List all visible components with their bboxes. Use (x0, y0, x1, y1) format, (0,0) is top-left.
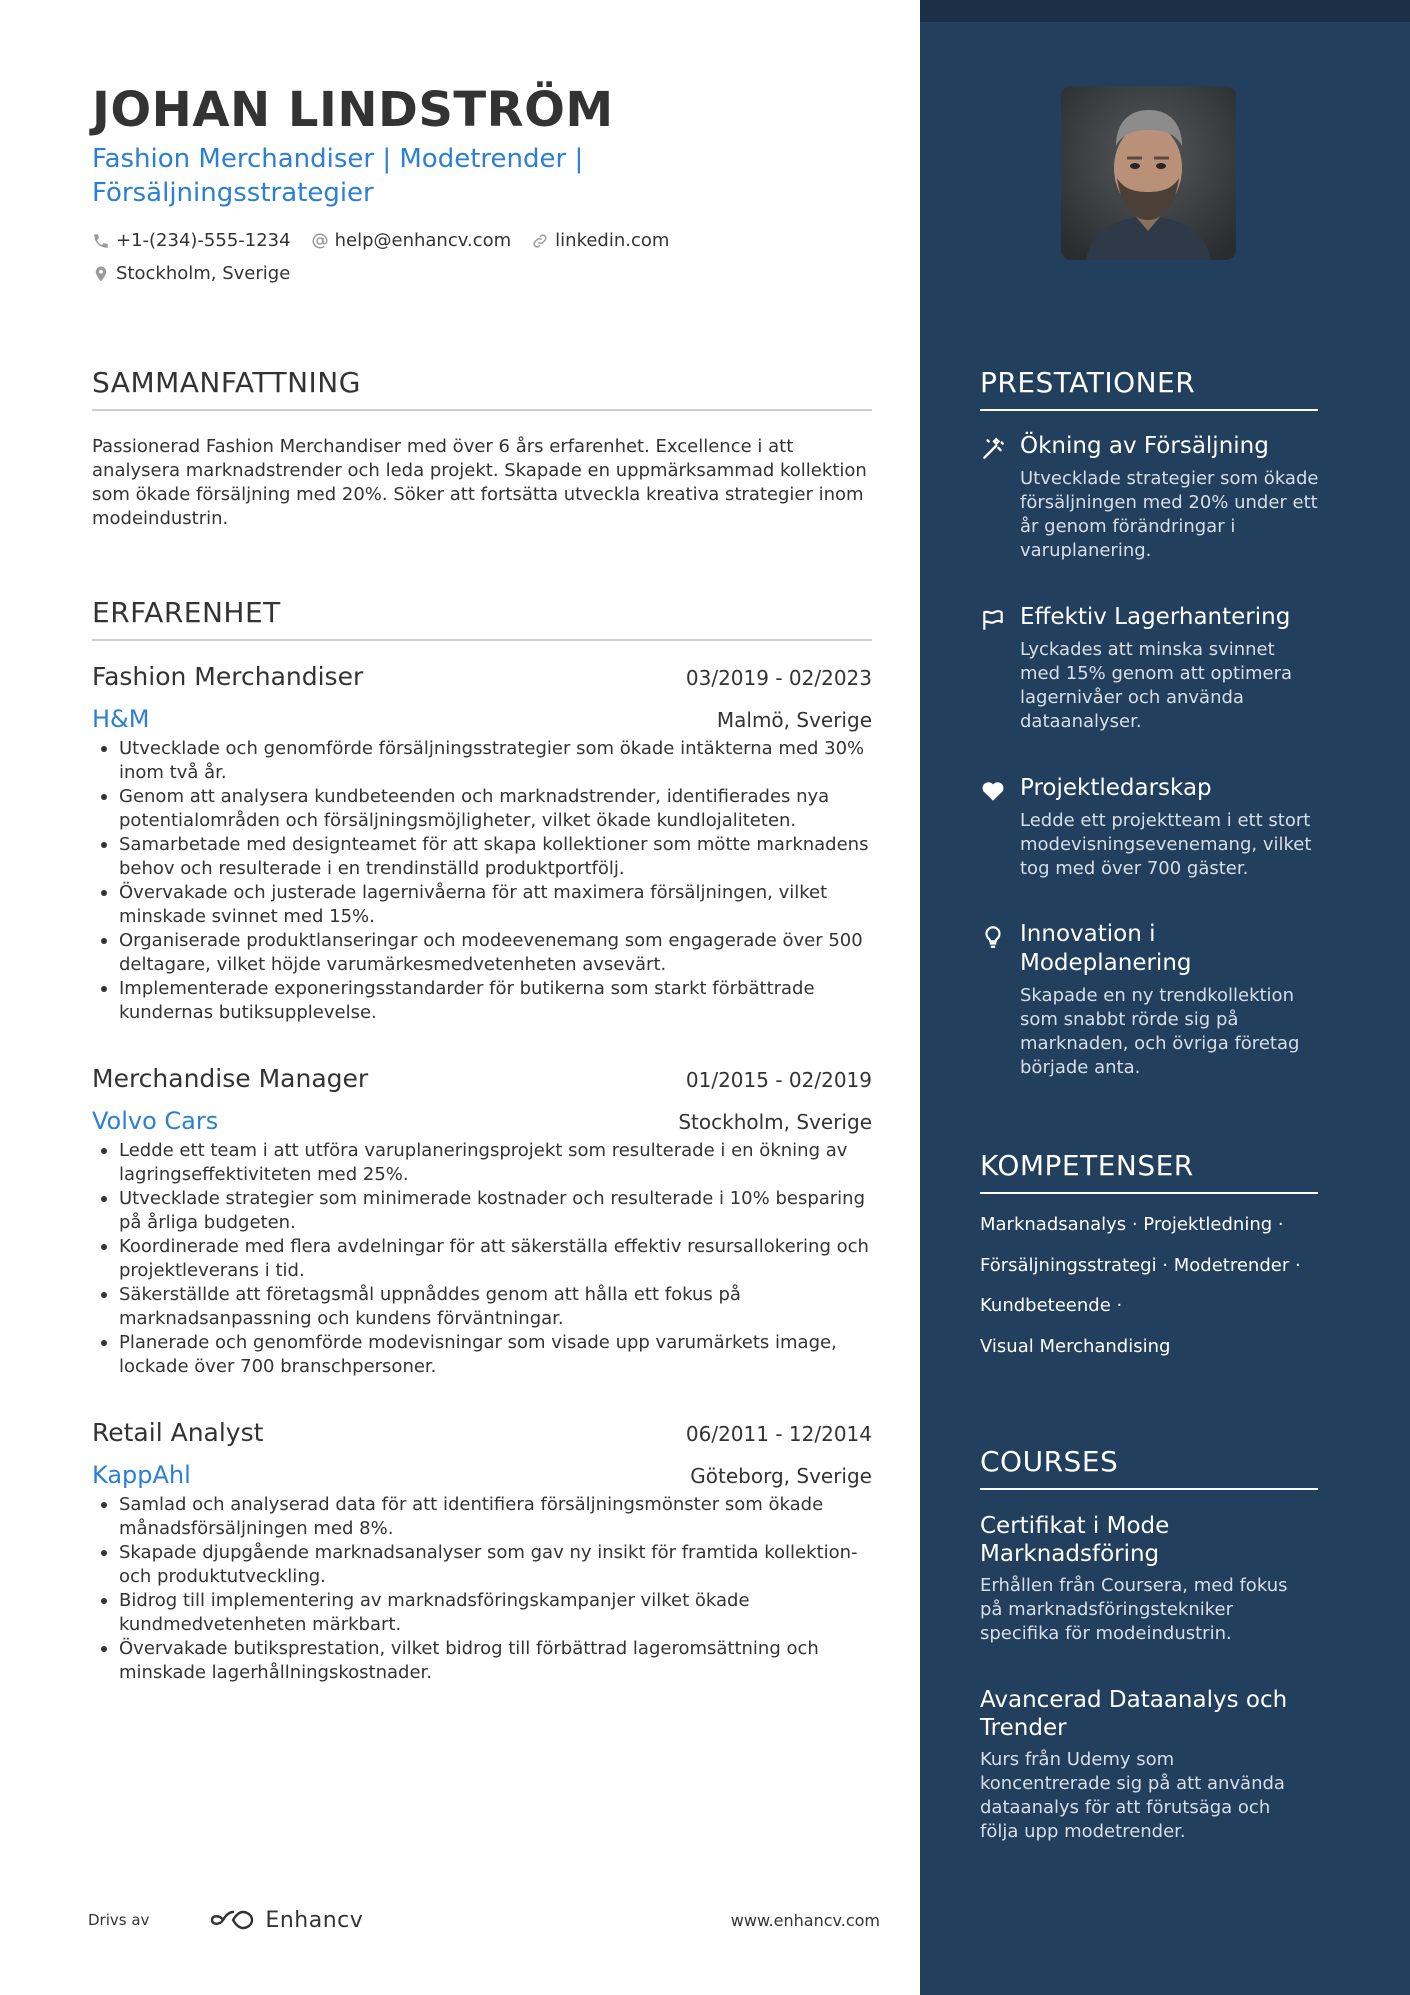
course-item (980, 1512, 1310, 1646)
achievement-title: Projektledarskap (1020, 775, 1212, 801)
wand-icon (980, 436, 1006, 462)
courses-heading: COURSES (980, 1445, 1318, 1490)
phone-item (92, 230, 291, 251)
job-bullet: Ledde ett team i att utföra varuplaneringsprojekt som resulterade i en ökning av lagringseffektiviteten med 25%. (92, 1139, 872, 1187)
job-bullet: Utvecklade och genomförde försäljningsstrategier som ökade intäkterna med 30% inom två år. (92, 737, 872, 785)
course-title: Avancerad Dataanalys och Trender (980, 1687, 1288, 1741)
skills-heading: KOMPETENSER (980, 1149, 1318, 1194)
achievement-desc: Ledde ett projektteam i ett stort modevisningsevenemang, vilket tog med över 700 gäster. (1020, 810, 1312, 879)
job-company: H&M (92, 705, 150, 733)
job-bullet: Samarbetade med designteamet för att skapa kollektioner som mötte marknadens behov och resulterade i en trendinställd produktportfölj. (92, 833, 872, 881)
job-bullet: Bidrog till implementering av marknadsföringskampanjer vilket ökade kundmedvetenheten märkbart. (92, 1589, 872, 1637)
course-desc: Erhållen från Coursera, med fokus på marknadsföringstekniker specifika för modeindustrin. (980, 1575, 1288, 1644)
job-bullet: Genom att analysera kundbeteenden och marknadstrender, identifierades nya potentialområden och försäljningsmöjligheter, vilket ökade kundlojaliteten. (92, 785, 872, 833)
achievement-title: Innovation i Modeplanering (1020, 921, 1192, 976)
course-title: Certifikat i Mode Marknadsföring (980, 1513, 1170, 1567)
job-bullet: Planerade och genomförde modevisningar som visade upp varumärkets image, lockade över 700 branschpersoner. (92, 1331, 872, 1379)
job-entry (92, 1064, 872, 1379)
linkedin-item[interactable] (531, 230, 669, 251)
candidate-title: Fashion Merchandiser | Modetrender | Försäljningsstrategier (92, 144, 584, 208)
flag-icon (980, 607, 1006, 633)
job-dates: 06/2011 - 12/2014 (685, 1422, 872, 1446)
linkedin-link[interactable]: linkedin.com (555, 230, 670, 251)
achievement-title: Ökning av Försäljning (1020, 433, 1269, 459)
job-bullet: Organiserade produktlanseringar och modeevenemang som engagerade över 500 deltagare, vilket höjde varumärkesmedvetenheten avsevärt. (92, 929, 872, 977)
job-bullet: Utvecklade strategier som minimerade kostnader och resulterade i 10% besparing på årliga budgeten. (92, 1187, 872, 1235)
contact-row (92, 230, 689, 251)
job-company: Volvo Cars (92, 1107, 219, 1135)
course-desc: Kurs från Udemy som koncentrerade sig på att använda dataanalys för att förutsäga och följa upp modetrender. (980, 1749, 1285, 1842)
location-row (92, 263, 310, 284)
portrait-image (1061, 86, 1236, 260)
job-bullets (92, 1493, 872, 1685)
skills-list (980, 1213, 1320, 1375)
job-bullet: Säkerställde att företagsmål uppnåddes genom att hålla ett fokus på marknadsanpassning och kundens förväntningar. (92, 1283, 872, 1331)
achievement-desc: Lyckades att minska svinnet med 15% genom att optimera lagernivåer och använda dataanalyser. (1020, 639, 1293, 732)
location-text: Stockholm, Sverige (116, 263, 291, 284)
job-role: Retail Analyst (92, 1418, 264, 1447)
achievement-desc: Skapade en ny trendkollektion som snabbt rörde sig på marknaden, och övriga företag började anta. (1020, 985, 1300, 1078)
skill-line: Försäljningsstrategi · Modetrender · (980, 1254, 1301, 1276)
job-bullet: Samlad och analyserad data för att identifiera försäljningsmönster som ökade månadsförsäljningen med 8%. (92, 1493, 872, 1541)
achievement-item (980, 432, 1340, 563)
job-location: Stockholm, Sverige (678, 1110, 872, 1134)
summary-heading: SAMMANFATTNING (92, 366, 872, 411)
location-item (92, 263, 290, 284)
phone-icon (92, 232, 110, 250)
email-link[interactable]: help@enhancv.com (334, 230, 512, 251)
job-bullet: Övervakade butiksprestation, vilket bidrog till förbättrad lageromsättning och minskade lagerhållningskostnader. (92, 1637, 872, 1685)
job-bullet: Koordinerade med flera avdelningar för att säkerställa effektiv resursallokering och projektleverans i tid. (92, 1235, 872, 1283)
experience-heading: ERFARENHET (92, 596, 872, 641)
job-bullets (92, 737, 872, 1025)
job-company: KappAhl (92, 1461, 191, 1489)
heart-icon (980, 778, 1006, 804)
job-dates: 01/2015 - 02/2019 (685, 1068, 872, 1092)
job-entry (92, 1418, 872, 1685)
profile-photo (1061, 86, 1236, 260)
footer (88, 1900, 880, 1940)
achievement-item (980, 603, 1340, 734)
job-role: Fashion Merchandiser (92, 662, 364, 691)
achievement-item (980, 774, 1340, 881)
enhancv-logo-icon (209, 1908, 257, 1932)
sidebar-top-bar (920, 0, 1410, 22)
job-bullet: Implementerade exponeringsstandarder för butikerna som starkt förbättrade kundernas butiksupplevelse. (92, 977, 872, 1025)
lightbulb-icon (980, 924, 1006, 950)
job-location: Malmö, Sverige (716, 708, 872, 732)
brand-logo[interactable] (209, 1908, 363, 1933)
achievements-heading: PRESTATIONER (980, 366, 1318, 411)
skill-line: Kundbeteende · (980, 1295, 1123, 1316)
summary-text: Passionerad Fashion Merchandiser med över 6 års erfarenhet. Excellence i att analysera marknadstrender och leda projekt. Skapade en uppmärksammad kollektion som ökade försäljning med 20%. Söker att fortsätta utveckla kreativa strategier inom modeindustrin. (92, 436, 867, 529)
achievement-desc: Utvecklade strategier som ökade försäljningen med 20% under ett år genom förändringar i varuplanering. (1020, 468, 1319, 561)
link-icon (531, 232, 549, 250)
achievement-item (980, 920, 1340, 1080)
job-location: Göteborg, Sverige (690, 1464, 872, 1488)
job-bullet: Övervakade och justerade lagernivåerna för att maximera försäljningen, vilket minskade svinnet med 15%. (92, 881, 872, 929)
skill-line: Marknadsanalys · Projektledning · (980, 1214, 1284, 1235)
phone-text: +1-(234)-555-1234 (116, 230, 291, 251)
powered-by-label: Drivs av (88, 1911, 150, 1929)
job-bullets (92, 1139, 872, 1379)
email-item[interactable] (311, 230, 512, 251)
job-entry (92, 662, 872, 1025)
skill-line: Visual Merchandising (980, 1335, 1171, 1357)
achievement-title: Effektiv Lagerhantering (1020, 604, 1291, 630)
site-link[interactable]: www.enhancv.com (730, 1910, 880, 1930)
location-pin-icon (92, 265, 110, 283)
job-dates: 03/2019 - 02/2023 (685, 666, 872, 690)
candidate-name: JOHAN LINDSTRÖM (92, 82, 614, 138)
sidebar (920, 0, 1410, 1995)
job-role: Merchandise Manager (92, 1064, 369, 1093)
course-item (980, 1686, 1310, 1844)
job-bullet: Skapade djupgående marknadsanalyser som gav ny insikt för framtida kollektion- och produktutveckling. (92, 1541, 872, 1589)
brand-name: Enhancv (265, 1907, 364, 1933)
at-icon (311, 232, 329, 250)
